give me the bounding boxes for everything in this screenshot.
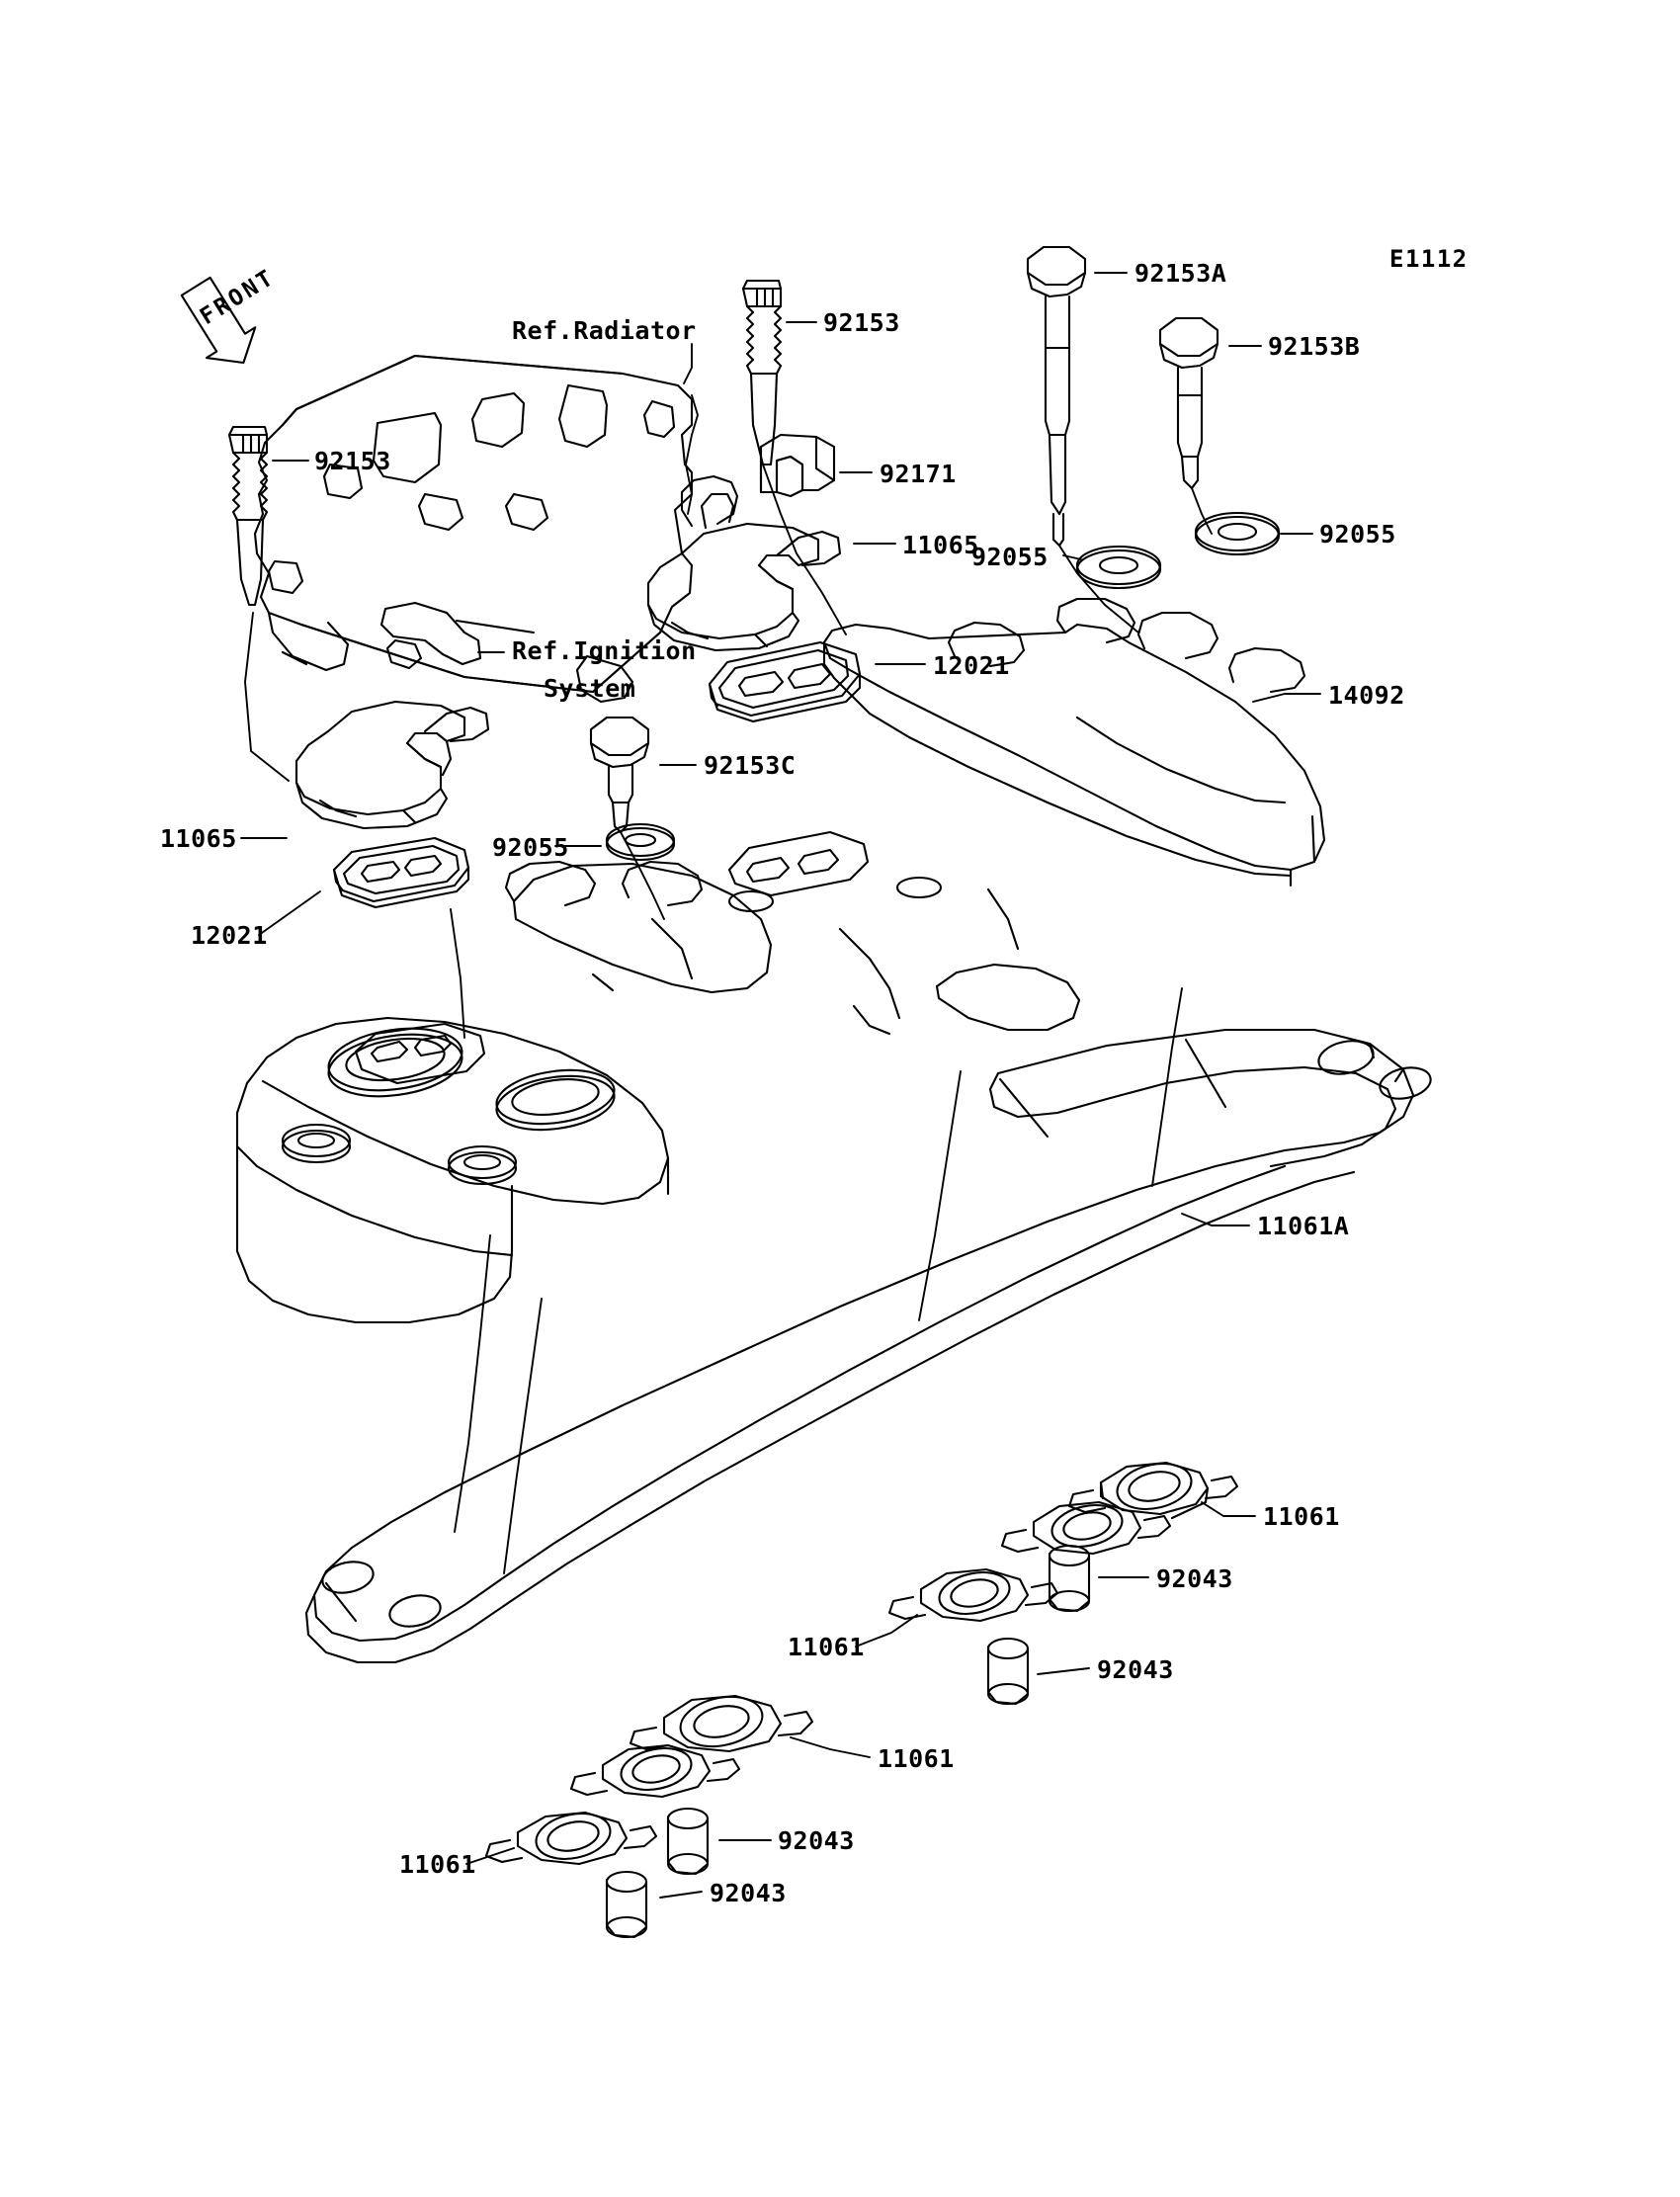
- plug-gasket-11061-b: [889, 1566, 1057, 1621]
- collar-92043-b: [988, 1639, 1028, 1704]
- bolt-92153C: [591, 718, 648, 832]
- collar-92043-c: [668, 1809, 708, 1874]
- part-label-92055-left: 92055: [492, 833, 569, 862]
- part-label-11061-a: 11061: [1263, 1502, 1340, 1531]
- part-label-92055-middle: 92055: [971, 543, 1049, 571]
- washer-92055-middle: [1077, 547, 1160, 588]
- bolt-92153B: [1160, 318, 1218, 488]
- part-label-92171: 92171: [880, 460, 957, 488]
- washer-92055-right: [1196, 513, 1279, 554]
- part-label-92153A: 92153A: [1134, 259, 1227, 288]
- plug-gasket-11061-c: [630, 1690, 812, 1753]
- plug-gasket-11061-a2: [1002, 1499, 1170, 1554]
- part-label-92043-d: 92043: [710, 1879, 787, 1907]
- washer-92055-left: [607, 824, 674, 860]
- part-label-11061-d: 11061: [399, 1850, 476, 1879]
- collar-92043-d: [607, 1872, 646, 1937]
- part-label-11065-left: 11065: [160, 824, 237, 853]
- left-plug-cap-11065: [296, 702, 488, 828]
- part-label-14092: 14092: [1328, 681, 1405, 710]
- part-label-92043-c: 92043: [778, 1826, 855, 1855]
- front-marker-label: FRONT: [196, 264, 281, 331]
- ref-ignition-label: Ref.Ignition: [512, 636, 697, 665]
- plug-gasket-11061-d: [486, 1808, 656, 1866]
- collar-92043-a: [1050, 1546, 1089, 1611]
- diagram-code: E1112: [1389, 245, 1469, 273]
- middle-plug-cap-11065: [648, 476, 840, 650]
- bolt-92153A: [1028, 247, 1085, 546]
- left-gasket-12021: [334, 838, 468, 907]
- part-label-11061A: 11061A: [1257, 1212, 1350, 1240]
- part-label-11061-c: 11061: [878, 1744, 955, 1773]
- part-label-92153-top: 92153: [823, 308, 900, 337]
- bolt-92153-top: [743, 281, 781, 465]
- part-label-92043-b: 92043: [1097, 1655, 1174, 1684]
- part-label-92153B: 92153B: [1268, 332, 1361, 361]
- part-label-12021-middle: 12021: [933, 651, 1010, 680]
- part-label-12021-left: 12021: [191, 921, 268, 950]
- part-label-92153-left: 92153: [314, 447, 391, 475]
- part-label-92153C: 92153C: [704, 751, 797, 780]
- part-label-11061-b: 11061: [788, 1633, 865, 1661]
- ref-ignition-system-label: System: [544, 674, 636, 703]
- part-label-92055-right: 92055: [1319, 520, 1396, 549]
- ref-radiator-label: Ref.Radiator: [512, 316, 697, 345]
- part-label-11065-middle: 11065: [902, 531, 979, 559]
- part-label-92043-a: 92043: [1156, 1564, 1233, 1593]
- ignition-bracket: [381, 603, 480, 668]
- head-cover-gasket-11061A: [306, 1030, 1434, 1662]
